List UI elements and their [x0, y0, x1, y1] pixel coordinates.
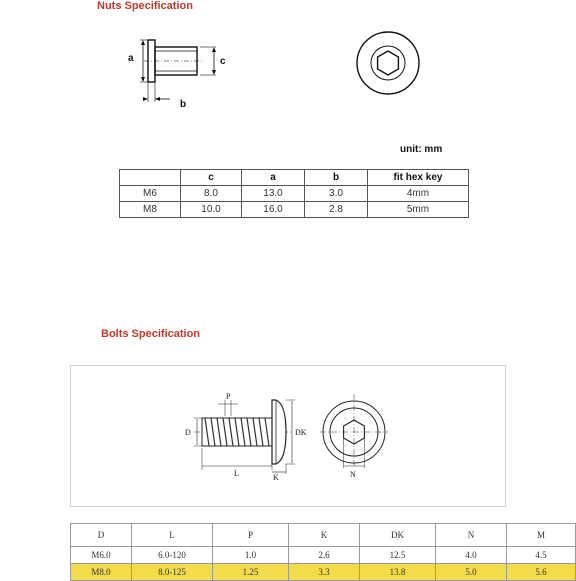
table-cell: 13.8: [360, 564, 436, 581]
table-cell: M8.0: [71, 564, 132, 581]
table-cell: 12.5: [360, 547, 436, 564]
table-cell: 6.0-120: [132, 547, 213, 564]
table-cell: 3.3: [289, 564, 360, 581]
bolts-table-header-row: [71, 524, 576, 547]
table-cell: 4mm: [368, 186, 469, 202]
table-cell: 8.0-125: [132, 564, 213, 581]
bolt-label-d: D: [185, 428, 191, 437]
table-cell: 4.5: [507, 547, 576, 564]
table-cell: 16.0: [242, 202, 305, 218]
nuts-table-header-row: [120, 170, 469, 186]
bolt-label-dk: DK: [295, 428, 307, 437]
bolt-label-n: N: [350, 470, 356, 479]
table-cell: 5.6: [507, 564, 576, 581]
unit-label: unit: mm: [400, 144, 443, 155]
nuts-col-size: [120, 170, 181, 186]
table-cell: 13.0: [242, 186, 305, 202]
nuts-section-title: Nuts Specification: [97, 0, 193, 12]
bolts-col-p: P: [213, 524, 289, 547]
bolt-label-k: K: [273, 473, 279, 482]
nut-end-view-diagram: [355, 30, 421, 96]
table-cell: 2.8: [305, 202, 368, 218]
table-row-highlighted: [71, 564, 576, 581]
bolts-col-l: L: [132, 524, 213, 547]
table-cell: 3.0: [305, 186, 368, 202]
table-cell: 1.0: [213, 547, 289, 564]
nuts-col-a: a: [242, 170, 305, 186]
nuts-col-c: c: [181, 170, 242, 186]
nuts-col-b: b: [305, 170, 368, 186]
table-cell: 5.0: [436, 564, 507, 581]
bolt-end-view-diagram: [318, 398, 390, 480]
table-cell: M6: [120, 186, 181, 202]
table-row: [120, 186, 469, 202]
bolts-col-dk: DK: [360, 524, 436, 547]
table-cell: 8.0: [181, 186, 242, 202]
bolt-label-l: L: [234, 469, 239, 478]
bolts-col-k: K: [289, 524, 360, 547]
table-cell: 5mm: [368, 202, 469, 218]
nut-label-a: a: [128, 53, 134, 64]
bolts-spec-table: [70, 523, 576, 581]
nut-side-view-diagram: [120, 30, 226, 120]
table-row: [120, 202, 469, 218]
table-cell: 1.25: [213, 564, 289, 581]
nuts-col-hex-key: fit hex key: [368, 170, 469, 186]
nut-label-b: b: [180, 99, 187, 110]
bolts-col-m: M: [507, 524, 576, 547]
table-cell: 4.0: [436, 547, 507, 564]
bolts-col-n: N: [436, 524, 507, 547]
bolts-col-d: D: [71, 524, 132, 547]
table-cell: 2.6: [289, 547, 360, 564]
nut-label-c: c: [220, 56, 226, 67]
bolts-section-title: Bolts Specification: [101, 328, 201, 340]
table-row: [71, 547, 576, 564]
table-cell: M6.0: [71, 547, 132, 564]
table-cell: M8: [120, 202, 181, 218]
nuts-spec-table: [119, 169, 469, 218]
table-cell: 10.0: [181, 202, 242, 218]
bolt-side-view-diagram: [180, 390, 310, 490]
bolt-label-p: P: [226, 392, 231, 401]
